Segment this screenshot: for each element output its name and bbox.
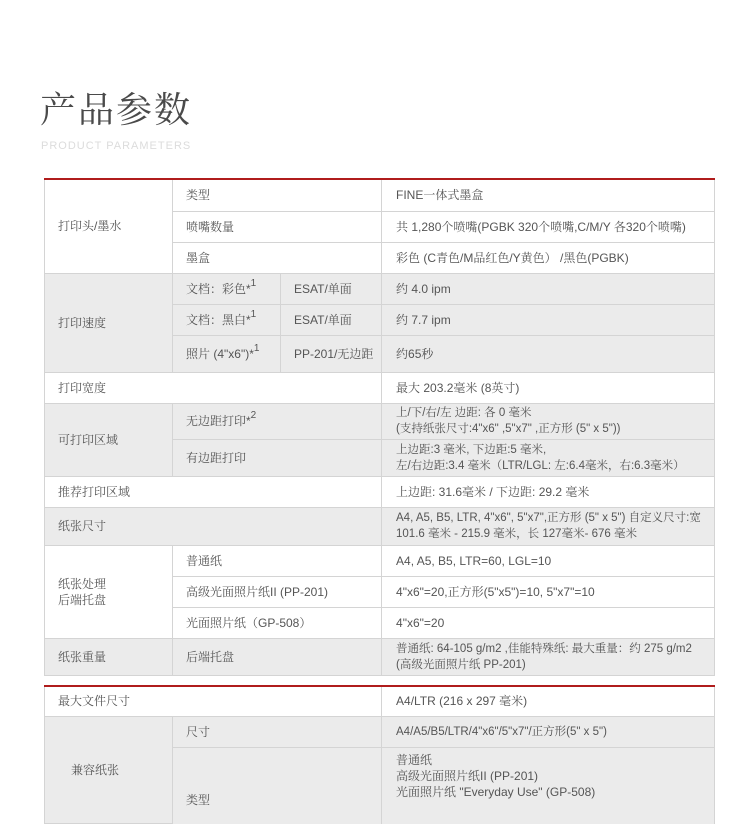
label-line: 后端托盘 <box>58 592 107 607</box>
cell-value: 共 1,280个喷嘴(PGBK 320个喷嘴,C/M/Y 各320个喷嘴) <box>382 211 715 242</box>
cell-label <box>173 273 281 304</box>
value-line: 光面照片纸 "Everyday Use" (GP-508) <box>396 785 596 799</box>
cell-label <box>173 403 382 439</box>
row-label-paper-weight: 纸张重量 <box>45 638 173 675</box>
footnote-mark: 2 <box>250 410 257 421</box>
row-label-paper-size: 纸张尺寸 <box>45 507 382 545</box>
footnote-mark: 1 <box>250 308 257 320</box>
cell-label: 光面照片纸（GP-508） <box>173 607 382 638</box>
footnote-mark: 1 <box>250 277 257 289</box>
table-row <box>45 507 715 545</box>
cell-value <box>382 748 715 824</box>
value-line: 101.6 毫米 - 215.9 毫米，长 127毫米- 676 毫米 <box>396 528 637 540</box>
page-title: 产品参数 <box>40 89 193 130</box>
cell-label <box>173 335 281 372</box>
label-line: 纸张处理 <box>58 576 107 591</box>
cell-label: 有边距打印 <box>173 439 382 476</box>
cell-label: 高级光面照片纸II (PP-201) <box>173 576 382 607</box>
cell-value: FINE一体式墨盒 <box>382 179 715 211</box>
cell-label: 喷嘴数量 <box>173 211 382 242</box>
row-label-compatible: 兼容纸张 <box>45 717 173 824</box>
value-line: (高级光面照片纸 PP-201) <box>396 658 526 671</box>
cell-value: 约 4.0 ipm <box>382 273 715 304</box>
cell-mode: ESAT/单面 <box>281 273 382 304</box>
value-line: (支持纸张尺寸:4"x6" ,5"x7" ,正方形 (5" x 5")) <box>396 423 621 435</box>
table-row <box>45 638 715 675</box>
cell-label: 普通纸 <box>173 545 382 576</box>
cell-mode: PP-201/无边距 <box>281 335 382 372</box>
table-row <box>45 403 715 439</box>
photo-label: 照片 (4"x6")* <box>186 346 254 361</box>
cell-value: A4/A5/B5/LTR/4"x6"/5"x7"/正方形(5" x 5") <box>382 717 715 748</box>
value-line: A4, A5, B5, LTR, 4"x6", 5"x7",正方形 (5" x 5") 自定义尺寸:宽 <box>396 512 701 524</box>
cell-label: 后端托盘 <box>173 638 382 675</box>
cell-value: 约 7.7 ipm <box>382 304 715 335</box>
spacer-cell <box>45 675 715 686</box>
cell-value <box>382 403 715 439</box>
cell-mode: ESAT/单面 <box>281 304 382 335</box>
cell-label: 墨盒 <box>173 242 382 273</box>
row-label-speed: 打印速度 <box>45 273 173 372</box>
cell-value <box>382 507 715 545</box>
row-label-width: 打印宽度 <box>45 372 382 403</box>
value-line: 上/下/右/左 边距: 各 0 毫米 <box>396 407 532 419</box>
row-label-printable-area: 可打印区域 <box>45 403 173 476</box>
cell-value <box>382 439 715 476</box>
spec-table-container <box>44 178 714 824</box>
table-row <box>45 717 715 748</box>
value-line: 高级光面照片纸II (PP-201) <box>396 769 539 783</box>
cell-value: 4"x6"=20,正方形(5"x5")=10, 5"x7"=10 <box>382 576 715 607</box>
table-spacer <box>45 675 715 686</box>
cell-value: 上边距: 31.6毫米 / 下边距: 29.2 毫米 <box>382 476 715 507</box>
table-row <box>45 545 715 576</box>
value-line: 普通纸: 64-105 g/m2 ,佳能特殊纸: 最大重量：约 275 g/m2 <box>396 642 692 655</box>
cell-value: A4, A5, B5, LTR=60, LGL=10 <box>382 545 715 576</box>
cell-value: 4"x6"=20 <box>382 607 715 638</box>
cell-value: 最大 203.2毫米 (8英寸) <box>382 372 715 403</box>
borderless-label: 无边距打印* <box>186 414 251 428</box>
table-row <box>45 686 715 717</box>
doc-color-label: 文档：彩色* <box>186 281 251 296</box>
cell-label: 尺寸 <box>173 717 382 748</box>
value-line: 左/右边距:3.4 毫米（LTR/LGL: 左:6.4毫米，右:6.3毫米） <box>396 459 685 472</box>
cell-value <box>382 638 715 675</box>
row-label-paper-handling <box>45 545 173 638</box>
cell-label <box>173 304 281 335</box>
row-label-printhead: 打印头/墨水 <box>45 179 173 273</box>
table-row <box>45 372 715 403</box>
spec-table <box>44 178 715 824</box>
cell-value: 约65秒 <box>382 335 715 372</box>
value-line: 普通纸 <box>396 753 433 767</box>
cell-value: A4/LTR (216 x 297 毫米) <box>382 686 715 717</box>
page-subtitle: PRODUCT PARAMETERS <box>41 140 192 152</box>
table-row <box>45 179 715 211</box>
cell-label: 类型 <box>173 179 382 211</box>
table-row <box>45 476 715 507</box>
value-line: 上边距:3 毫米, 下边距:5 毫米, <box>396 443 547 456</box>
doc-bw-label: 文档：黑白* <box>186 312 251 327</box>
table-row <box>45 273 715 304</box>
row-label-max-file: 最大文件尺寸 <box>45 686 382 717</box>
row-label-recommended: 推荐打印区域 <box>45 476 382 507</box>
footnote-mark: 1 <box>253 342 260 354</box>
cell-value: 彩色 (C青色/M品红色/Y黄色） /黑色(PGBK) <box>382 242 715 273</box>
cell-label: 类型 <box>173 748 382 824</box>
